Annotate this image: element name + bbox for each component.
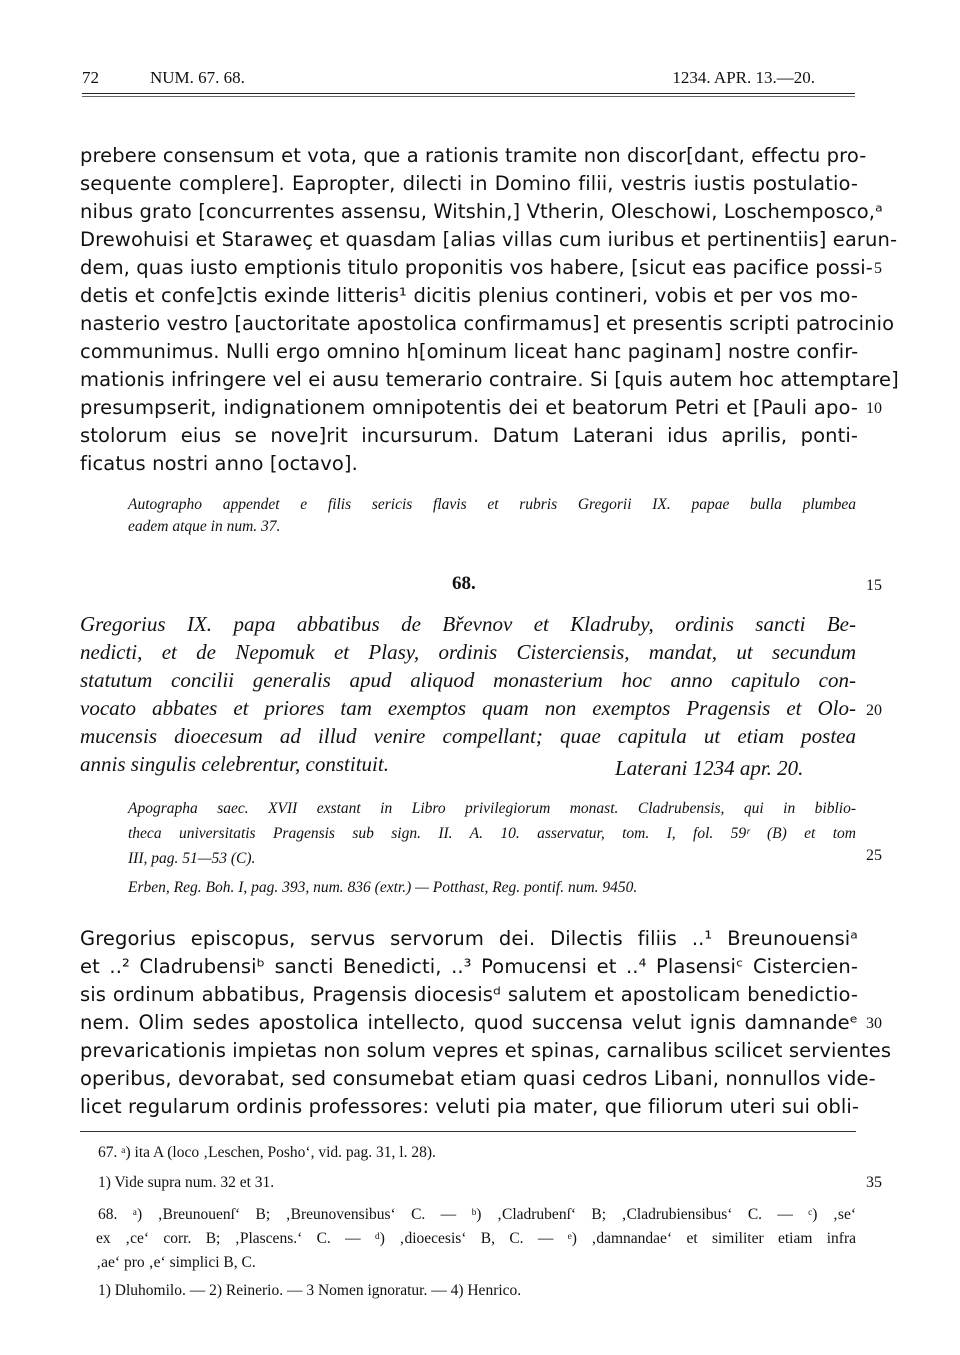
source-note-68: Erben, Reg. Boh. I, pag. 393, num. 836 (extr.) — Potthast, Reg. pontif. num. 9450. <box>128 879 638 896</box>
regest-line: vocato abbates et priores tam exemptos quam non exemptos Pragensis et Olo- <box>80 696 856 720</box>
footnote-rule <box>80 1131 856 1132</box>
source-note-68: III, pag. 51—53 (C). <box>128 850 256 867</box>
line-number: 30 <box>866 1015 882 1032</box>
source-note-67: eadem atque in num. 37. <box>128 518 281 535</box>
regest-date: Laterani 1234 apr. 20. <box>615 756 804 780</box>
footnote: 67. ᵃ) ita A (loco ‚Leschen, Posho‘, vid. pag. 31, l. 28). <box>98 1144 436 1161</box>
source-note-68: theca universitatis Pragensis sub sign. II. A. 10. asservatur, tom. I, fol. 59ʳ (B) et tom <box>128 825 856 842</box>
header-date: 1234. APR. 13.—20. <box>672 68 815 87</box>
line-number: 15 <box>866 577 882 594</box>
line-number: 5 <box>874 260 882 277</box>
body-line: detis et confe]ctis exinde litteris¹ dicitis plenius contineri, vobis et per vos mo- <box>80 284 858 307</box>
footnote: 1) Dluhomilo. — 2) Reinerio. — 3 Nomen ignoratur. — 4) Henrico. <box>98 1282 522 1299</box>
text-68-line: sis ordinum abbatibus, Pragensis diocesisᵈ salutem et apostolicam benedictio- <box>80 983 858 1006</box>
body-line: sequente complere]. Eapropter, dilecti in Domino filii, vestris iustis postulatio- <box>80 172 858 195</box>
line-number: 25 <box>866 847 882 864</box>
footnote: ‚ae‘ pro ‚e‘ simplici B, C. <box>96 1254 256 1271</box>
text-68-line: prevaricationis impietas non solum vepres et spinas, carnalibus scilicet servientes <box>80 1039 892 1062</box>
footnote: 1) Vide supra num. 32 et 31. <box>98 1174 275 1191</box>
body-line: Drewohuisi et Staraweç et quasdam [alias villas cum iuribus et pertinentiis] earun- <box>80 228 898 251</box>
page-number: 72 <box>82 68 99 87</box>
document-range: NUM. 67. 68. <box>150 68 245 87</box>
body-line: nibus grato [concurrentes assensu, Witshin,] Vtherin, Oleschowi, Loschemposco,ᵃ <box>80 200 883 223</box>
text-68-line: Gregorius episcopus, servus servorum dei. Dilectis filiis ..¹ Breunouensiᵃ <box>80 927 858 950</box>
source-note-67: Autographo appendet e filis sericis flavis et rubris Gregorii IX. papae bulla plumbea <box>128 496 856 513</box>
body-line: prebere consensum et vota, que a rationis tramite non discor[dant, effectu pro- <box>80 144 867 167</box>
footnote: ex ‚ce‘ corr. B; ‚Plascens.‘ C. — ᵈ) ‚dioecesis‘ B, C. — ᵉ) ‚damnandae‘ et similiter etiam infra <box>96 1230 856 1247</box>
header-rule-secondary <box>82 96 855 97</box>
regest-line: annis singulis celebrentur, constituit. <box>80 752 389 776</box>
body-line: presumpserit, indignationem omnipotentis dei et beatorum Petri et [Pauli apo- <box>80 396 858 419</box>
regest-line: nedicti, et de Nepomuk et Plasy, ordinis Cisterciensis, mandat, ut secundum <box>80 640 856 664</box>
line-number: 20 <box>866 702 882 719</box>
regest-line: statutum concilii generalis apud aliquod monasterium hoc anno capitulo con- <box>80 668 856 692</box>
regest-line: mucensis dioecesum ad illud venire compellant; quae capitula ut etiam postea <box>80 724 856 748</box>
body-line: mationis infringere vel ei ausu temerario contraire. Si [quis autem hoc attemptare] <box>80 368 899 391</box>
text-68-line: nem. Olim sedes apostolica intellecto, quod succensa velut ignis damnandeᵉ <box>80 1011 858 1034</box>
line-number: 10 <box>866 400 882 417</box>
text-68-line: et ..² Cladrubensiᵇ sancti Benedicti, ..³ Pomucensi et ..⁴ Plasensiᶜ Cistercien- <box>80 955 858 978</box>
footnote: 68. ᵃ) ‚Breunouenſ‘ B; ‚Breunovensibus‘ C. — ᵇ) ‚Cladrubenſ‘ B; ‚Cladrubiensibus‘ C. — ᶜ) ‚se‘ <box>98 1206 856 1223</box>
body-line: nasterio vestro [auctoritate apostolica confirmamus] et presentis scripti patrocinio <box>80 312 895 335</box>
body-line: ficatus nostri anno [octavo]. <box>80 452 358 475</box>
text-68-line: licet regularum ordinis professores: veluti pia mater, que filiorum uteri sui obli- <box>80 1095 860 1118</box>
header-rule <box>82 93 855 94</box>
running-header <box>82 58 855 98</box>
body-line: stolorum eius se nove]rit incursurum. Datum Laterani idus aprilis, ponti- <box>80 424 858 447</box>
line-number: 35 <box>866 1174 882 1191</box>
source-note-68: Apographa saec. XVII exstant in Libro privilegiorum monast. Cladrubensis, qui in biblio- <box>128 800 856 817</box>
regest-line: Gregorius IX. papa abbatibus de Břevnov et Kladruby, ordinis sancti Be- <box>80 612 856 636</box>
body-line: communimus. Nulli ergo omnino h[ominum liceat hanc paginam] nostre confir- <box>80 340 859 363</box>
document-number: 68. <box>452 573 476 594</box>
text-68-line: operibus, devorabat, sed consumebat etiam quasi cedros Libani, nonnullos vide- <box>80 1067 876 1090</box>
body-line: dem, quas iusto emptionis titulo proponitis vos habere, [sicut eas pacifice possi- <box>80 256 873 279</box>
